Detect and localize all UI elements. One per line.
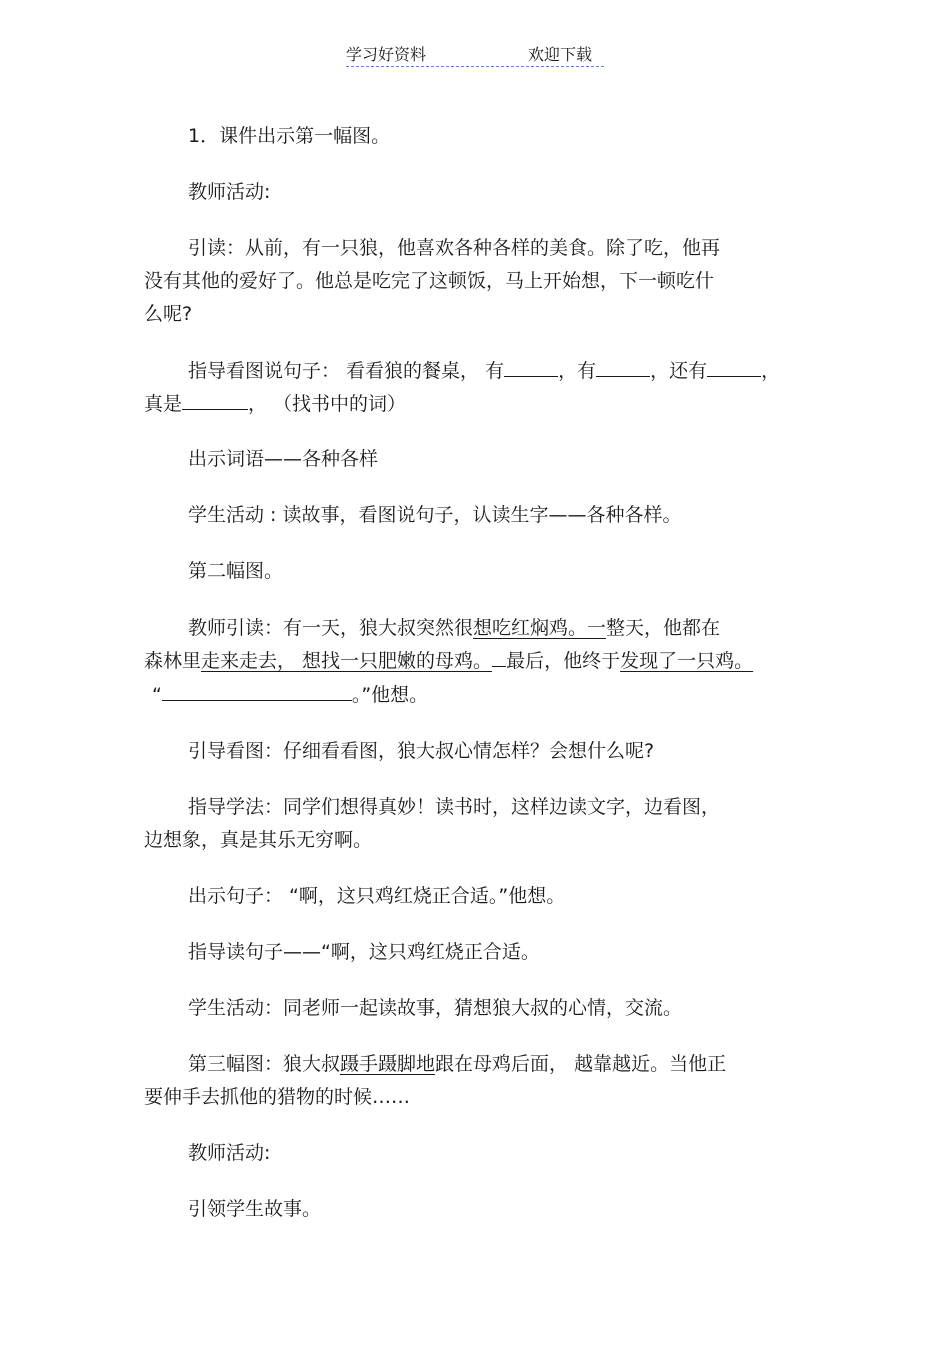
paragraph-student-activity-2: 学生活动：同老师一起读故事，猜想狼大叔的心情，交流。	[188, 997, 683, 1019]
reading-text-c: 整天，他都在	[606, 617, 721, 639]
paragraph-show-sentence: 出示句子： “啊，这只鸡红烧正合适。”他想。	[188, 885, 566, 907]
reading-text-a: 教师引读：有一天，狼大叔突然很	[188, 617, 474, 639]
guide-text-a: 指导看图说句子： 看看狼的餐桌， 有	[188, 360, 505, 382]
paragraph-guide-picture: 引导看图：仔细看看图，狼大叔心情怎样？会想什么呢?	[188, 740, 655, 762]
reading-text-i: 。”他想。	[351, 684, 429, 706]
paragraph-guide-sentence-line2	[144, 387, 824, 421]
guide-text-c: ，还有	[650, 360, 708, 382]
paragraph-teacher-reading-line3	[152, 678, 832, 712]
paragraph-show-words: 出示词语——各种各样	[188, 448, 379, 470]
paragraph-guide-reading: 指导读句子——“啊，这只鸡红烧正合适。	[188, 941, 540, 963]
underline-gap	[492, 666, 506, 667]
paragraph-1: 1．课件出示第一幅图。	[188, 125, 391, 147]
paragraph-student-activity: 学生活动 : 读故事，看图说句子，认读生字——各种各样。	[188, 504, 682, 526]
paragraph-lead-story: 引领学生故事。	[188, 1198, 322, 1220]
header-right-text: 欢迎下载	[528, 45, 593, 64]
third-text-c: 跟在母鸡后面， 越靠越近。当他正	[435, 1053, 727, 1075]
reading-text-h: “	[152, 684, 162, 706]
reading-text-f: 最后，他终于	[506, 650, 621, 672]
paragraph-teacher-activity: 教师活动:	[188, 181, 271, 203]
paragraph-third-picture-line2: 要伸手去抓他的猎物的时候……	[144, 1086, 411, 1108]
paragraph-method-line1: 指导学法：同学们想得真妙！读书时，这样边读文字，边看图，	[188, 796, 721, 818]
paragraph-teacher-activity-2: 教师活动:	[188, 1142, 271, 1164]
fill-blank-3	[707, 354, 761, 377]
paragraph-teacher-reading-line2	[144, 645, 824, 678]
reading-underlined-e: 走来走去， 想找一只肥嫩的母鸡。	[201, 650, 493, 672]
paragraph-intro-line1: 引读：从前，有一只狼，他喜欢各种各样的美食。除了吃，他再	[188, 237, 721, 259]
paragraph-third-picture-line1	[188, 1048, 868, 1081]
guide-text-b: ，有	[558, 360, 597, 382]
guide-text-d: ，	[761, 360, 781, 382]
paragraph-method-line2: 边想象，真是其乐无穷啊。	[144, 829, 373, 851]
page-header	[346, 42, 604, 67]
paragraph-intro-line3: 么呢?	[144, 303, 193, 325]
reading-underlined-g: 发现了一只鸡。	[620, 650, 754, 672]
paragraph-intro-line2: 没有其他的爱好了。他总是吃完了这顿饭，马上开始想，下一顿吃什	[144, 270, 715, 292]
reading-underlined-b: 想吃红焖鸡。一	[473, 617, 607, 639]
fill-blank-1	[504, 354, 558, 377]
paragraph-teacher-reading-line1	[188, 612, 868, 645]
header-left-text: 学习好资料	[346, 45, 427, 64]
guide-text-e: 真是	[144, 393, 183, 415]
third-underlined-b: 蹑手蹑脚地	[340, 1053, 436, 1075]
third-text-a: 第三幅图：狼大叔	[188, 1053, 341, 1075]
paragraph-second-picture: 第二幅图。	[188, 560, 284, 582]
fill-blank-2	[596, 354, 650, 377]
fill-blank-4	[182, 387, 248, 410]
reading-text-d: 森林里	[144, 650, 202, 672]
paragraph-guide-sentence	[188, 354, 868, 388]
guide-text-f: ， （找书中的词）	[248, 393, 407, 415]
fill-blank-quote	[162, 678, 352, 701]
